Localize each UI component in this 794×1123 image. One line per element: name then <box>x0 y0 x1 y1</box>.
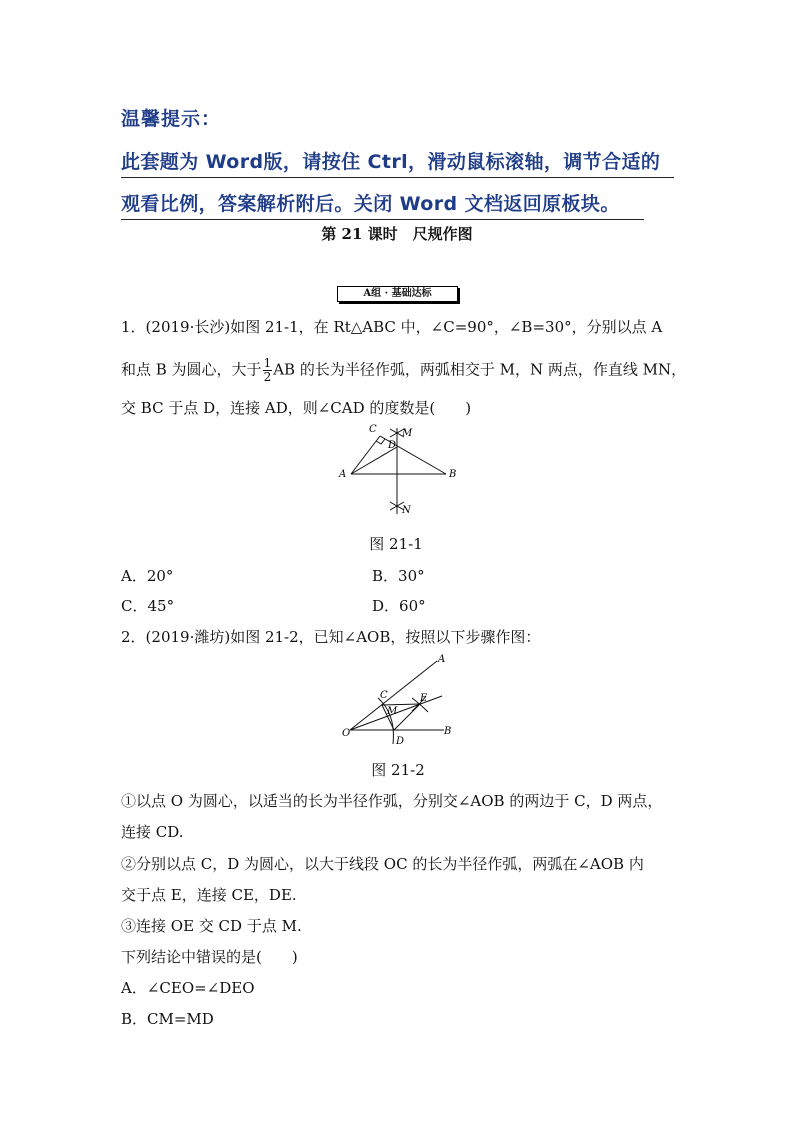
q1-line-3: 交 BC 于点 D，连接 AD，则∠CAD 的度数是( ) <box>121 399 472 417</box>
label-e: E <box>420 693 428 704</box>
figure-21-1-caption: 图 21-1 <box>369 535 423 553</box>
label-d: D <box>388 440 397 451</box>
fraction-denominator: 2 <box>263 370 272 384</box>
q2-step-2a: ②分别以点 C，D 为圆心，以大于线段 OC 的长为半径作弧，两弧在∠AOB 内 <box>121 855 644 873</box>
segment-ad <box>351 447 397 474</box>
label-a: A <box>438 654 446 665</box>
q2-option-a: A．∠CEO=∠DEO <box>121 979 255 997</box>
q1-option-d: D．60° <box>372 597 426 615</box>
half-fraction <box>263 357 273 384</box>
lesson-title: 第 21 课时 尺规作图 <box>321 225 473 243</box>
q1-option-c: C．45° <box>121 597 175 615</box>
label-m: M <box>402 428 413 439</box>
group-label: A组 · 基础达标 <box>337 286 458 302</box>
q2-step-3: ③连接 OE 交 CD 于点 M. <box>121 917 302 935</box>
figure-21-1 <box>336 418 462 522</box>
q2-option-b: B．CM=MD <box>121 1010 214 1028</box>
segment-ac <box>351 436 380 474</box>
label-d: D <box>396 736 405 747</box>
figure-21-2-caption: 图 21-2 <box>371 761 425 779</box>
figure-21-2 <box>338 648 458 748</box>
q2-question: 下列结论中错误的是( ) <box>121 948 298 966</box>
segment-ce <box>382 704 420 705</box>
label-c: C <box>380 690 388 701</box>
q2-step-1b: 连接 CD. <box>121 823 184 841</box>
q2-step-1a: ①以点 O 为圆心，以适当的长为半径作弧，分别交∠AOB 的两边于 C，D 两点， <box>121 792 663 810</box>
label-a: A <box>339 469 347 480</box>
q1-line-2-pre: 和点 B 为圆心，大于 <box>121 360 262 379</box>
q1-line-2-post: AB 的长为半径作弧，两弧相交于 M，N 两点，作直线 MN， <box>273 360 687 379</box>
tip-line-2: 观看比例，答案解析附后。关闭 Word 文档返回原板块。 <box>121 189 644 220</box>
q2-line-1: 2．(2019·潍坊)如图 21-2，已知∠AOB，按照以下步骤作图： <box>121 628 541 646</box>
q1-line-2 <box>121 357 686 384</box>
q1-option-b: B．30° <box>372 567 425 585</box>
label-m: M <box>387 706 398 717</box>
label-c: C <box>369 424 377 435</box>
label-b: B <box>444 726 452 737</box>
q2-step-2b: 交于点 E，连接 CE，DE. <box>121 886 297 904</box>
tip-title: 温馨提示： <box>121 108 222 130</box>
tip-line-1: 此套题为 Word版，请按住 Ctrl，滑动鼠标滚轴，调节合适的 <box>121 147 674 178</box>
q1-option-a: A．20° <box>121 567 174 585</box>
q1-line-1: 1．(2019·长沙)如图 21-1，在 Rt△ABC 中，∠C=90°，∠B=30°，分别以点 A <box>121 318 663 336</box>
label-o: O <box>342 728 351 739</box>
fraction-numerator: 1 <box>263 356 272 370</box>
label-n: N <box>402 505 411 516</box>
label-b: B <box>449 469 457 480</box>
